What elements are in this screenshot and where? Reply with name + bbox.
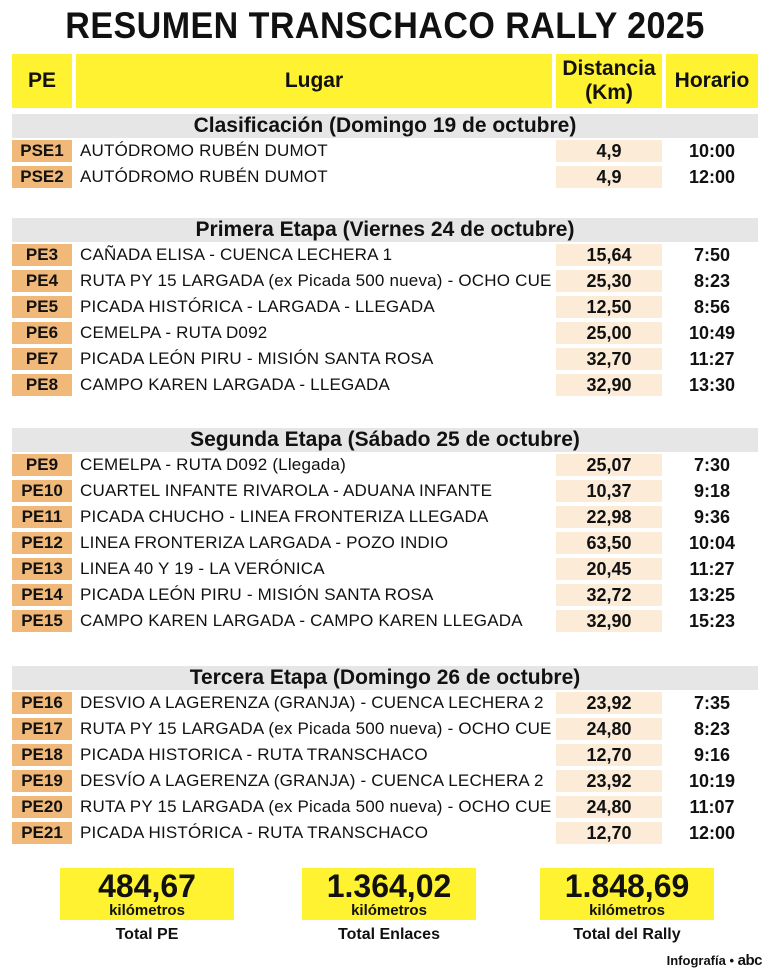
- page-title: RESUMEN TRANSCHACO RALLY 2025: [65, 5, 705, 46]
- total-enlaces-unit: kilómetros: [351, 902, 427, 919]
- column-header-pe: PE: [12, 54, 72, 108]
- stage-title: Clasificación (Domingo 19 de octubre): [12, 114, 758, 138]
- total-rally-unit: kilómetros: [589, 902, 665, 919]
- abc-logo: abc: [737, 952, 762, 969]
- lugar-cell: DESVÍO A LAGERENZA (GRANJA) - CUENCA LECHERA 2: [80, 771, 544, 790]
- footer-credit: [667, 952, 762, 970]
- lugar-cell: PICADA HISTÓRICA - LARGADA - LLEGADA: [80, 297, 435, 316]
- table-row: [0, 374, 770, 396]
- total-rally: [540, 868, 714, 946]
- total-pe-label: Total PE: [115, 926, 179, 943]
- distancia-cell: 15,64: [556, 244, 662, 266]
- lugar-cell: LINEA FRONTERIZA LARGADA - POZO INDIO: [80, 533, 449, 552]
- pe-cell: PE6: [12, 322, 72, 344]
- lugar-cell: LINEA 40 Y 19 - LA VERÓNICA: [80, 559, 325, 578]
- horario-cell: 10:00: [688, 141, 736, 161]
- horario-cell: 12:00: [688, 167, 736, 187]
- horario-cell: 7:50: [693, 245, 731, 265]
- pe-cell: PE8: [12, 374, 72, 396]
- lugar-cell: DESVIO A LAGERENZA (GRANJA) - CUENCA LECHERA 2: [80, 693, 544, 712]
- horario-cell: 8:23: [693, 719, 731, 739]
- distancia-cell: 32,72: [556, 584, 662, 606]
- lugar-cell: PICADA LEÓN PIRU - MISIÓN SANTA ROSA: [80, 585, 434, 604]
- distancia-cell: 32,90: [556, 374, 662, 396]
- lugar-cell: CAMPO KAREN LARGADA - LLEGADA: [80, 375, 390, 394]
- table-row: [0, 322, 770, 344]
- pe-cell: PE7: [12, 348, 72, 370]
- pe-cell: PE14: [12, 584, 72, 606]
- horario-cell: 15:23: [688, 611, 736, 631]
- table-row: [0, 166, 770, 188]
- pe-cell: PE9: [12, 454, 72, 476]
- horario-cell: 13:30: [688, 375, 736, 395]
- horario-cell: 10:19: [688, 771, 736, 791]
- stage-title: Tercera Etapa (Domingo 26 de octubre): [12, 666, 758, 690]
- total-pe-box: [60, 868, 234, 920]
- total-rally-label: Total del Rally: [573, 926, 681, 943]
- pe-cell: PE13: [12, 558, 72, 580]
- distancia-cell: 4,9: [556, 166, 662, 188]
- distancia-cell: 24,80: [556, 718, 662, 740]
- distancia-cell: 63,50: [556, 532, 662, 554]
- pe-cell: PE12: [12, 532, 72, 554]
- pe-cell: PSE2: [12, 166, 72, 188]
- distancia-cell: 10,37: [556, 480, 662, 502]
- table-row: [0, 454, 770, 476]
- distancia-cell: 12,50: [556, 296, 662, 318]
- horario-cell: 8:56: [693, 297, 731, 317]
- horario-cell: 11:27: [689, 559, 735, 579]
- lugar-cell: PICADA HISTÓRICA - RUTA TRANSCHACO: [80, 823, 429, 842]
- horario-cell: 7:35: [693, 693, 731, 713]
- horario-cell: 11:07: [689, 797, 735, 817]
- pe-cell: PE11: [12, 506, 72, 528]
- lugar-cell: CAÑADA ELISA - CUENCA LECHERA 1: [80, 245, 393, 264]
- column-header-lugar: Lugar: [76, 54, 552, 108]
- total-enlaces-box: [302, 868, 476, 920]
- horario-cell: 9:16: [693, 745, 731, 765]
- pe-cell: PE10: [12, 480, 72, 502]
- table-row: [0, 822, 770, 844]
- table-row: [0, 244, 770, 266]
- total-enlaces: [302, 868, 476, 946]
- pe-cell: PE19: [12, 770, 72, 792]
- table-row: [0, 718, 770, 740]
- table-row: [0, 610, 770, 632]
- lugar-cell: CUARTEL INFANTE RIVAROLA - ADUANA INFANTE: [80, 481, 493, 500]
- lugar-cell: AUTÓDROMO RUBÉN DUMOT: [80, 141, 328, 160]
- table-row: [0, 584, 770, 606]
- stage-title: Segunda Etapa (Sábado 25 de octubre): [12, 428, 758, 452]
- table-row: [0, 348, 770, 370]
- table-row: [0, 692, 770, 714]
- horario-cell: 10:49: [688, 323, 736, 343]
- lugar-cell: RUTA PY 15 LARGADA (ex Picada 500 nueva) - OCHO CUE: [80, 719, 552, 738]
- table-row: [0, 796, 770, 818]
- lugar-cell: RUTA PY 15 LARGADA (ex Picada 500 nueva) - OCHO CUE: [80, 271, 552, 290]
- pe-cell: PE4: [12, 270, 72, 292]
- table-row: [0, 770, 770, 792]
- horario-cell: 12:00: [688, 823, 736, 843]
- distancia-cell: 25,30: [556, 270, 662, 292]
- lugar-cell: PICADA LEÓN PIRU - MISIÓN SANTA ROSA: [80, 349, 434, 368]
- pe-cell: PSE1: [12, 140, 72, 162]
- table-row: [0, 140, 770, 162]
- distancia-cell: 25,00: [556, 322, 662, 344]
- pe-cell: PE20: [12, 796, 72, 818]
- lugar-cell: AUTÓDROMO RUBÉN DUMOT: [80, 167, 328, 186]
- lugar-cell: RUTA PY 15 LARGADA (ex Picada 500 nueva) - OCHO CUE: [80, 797, 552, 816]
- distancia-cell: 4,9: [556, 140, 662, 162]
- pe-cell: PE17: [12, 718, 72, 740]
- table-row: [0, 296, 770, 318]
- lugar-cell: CEMELPA - RUTA D092 (Llegada): [80, 455, 346, 474]
- column-header-horario: Horario: [666, 54, 758, 108]
- total-pe-unit: kilómetros: [109, 902, 185, 919]
- horario-cell: 9:36: [693, 507, 731, 527]
- column-header-distancia-line1: Distancia: [562, 57, 656, 80]
- total-enlaces-label: Total Enlaces: [338, 926, 440, 943]
- distancia-cell: 24,80: [556, 796, 662, 818]
- horario-cell: 13:25: [688, 585, 736, 605]
- table-row: [0, 506, 770, 528]
- pe-cell: PE21: [12, 822, 72, 844]
- pe-cell: PE3: [12, 244, 72, 266]
- pe-cell: PE16: [12, 692, 72, 714]
- distancia-cell: 22,98: [556, 506, 662, 528]
- table-row: [0, 558, 770, 580]
- pe-cell: PE5: [12, 296, 72, 318]
- table-row: [0, 480, 770, 502]
- lugar-cell: PICADA HISTORICA - RUTA TRANSCHACO: [80, 745, 428, 764]
- footer-credit-text: Infografía •: [666, 953, 735, 968]
- column-header-distancia: [556, 54, 662, 108]
- total-pe: [60, 868, 234, 946]
- horario-cell: 10:04: [688, 533, 736, 553]
- pe-cell: PE15: [12, 610, 72, 632]
- stage-title: Primera Etapa (Viernes 24 de octubre): [12, 218, 758, 242]
- distancia-cell: 32,90: [556, 610, 662, 632]
- table-row: [0, 270, 770, 292]
- horario-cell: 8:23: [693, 271, 731, 291]
- lugar-cell: CEMELPA - RUTA D092: [80, 323, 268, 342]
- table-row: [0, 532, 770, 554]
- total-rally-box: [540, 868, 714, 920]
- lugar-cell: CAMPO KAREN LARGADA - CAMPO KAREN LLEGADA: [80, 611, 523, 630]
- distancia-cell: 12,70: [556, 744, 662, 766]
- distancia-cell: 32,70: [556, 348, 662, 370]
- total-pe-value: 484,67: [98, 868, 196, 904]
- distancia-cell: 12,70: [556, 822, 662, 844]
- column-header-distancia-line2: (Km): [585, 81, 633, 104]
- total-rally-value: 1.848,69: [564, 868, 690, 904]
- horario-cell: 9:18: [693, 481, 731, 501]
- distancia-cell: 23,92: [556, 692, 662, 714]
- table-row: [0, 744, 770, 766]
- lugar-cell: PICADA CHUCHO - LINEA FRONTERIZA LLEGADA: [80, 507, 489, 526]
- distancia-cell: 20,45: [556, 558, 662, 580]
- horario-cell: 7:30: [693, 455, 731, 475]
- distancia-cell: 25,07: [556, 454, 662, 476]
- total-enlaces-value: 1.364,02: [326, 868, 452, 904]
- pe-cell: PE18: [12, 744, 72, 766]
- horario-cell: 11:27: [689, 349, 735, 369]
- distancia-cell: 23,92: [556, 770, 662, 792]
